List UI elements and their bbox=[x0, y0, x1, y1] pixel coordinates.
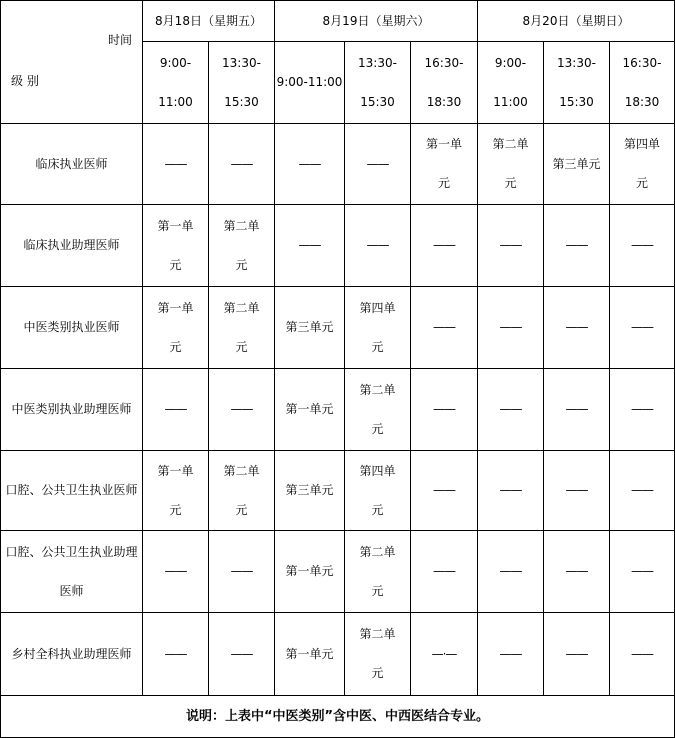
session-unit-text: —— bbox=[499, 402, 522, 416]
time-slot-header bbox=[209, 42, 275, 124]
note-row bbox=[1, 696, 675, 738]
schedule-cell bbox=[143, 451, 209, 531]
table-row bbox=[1, 205, 675, 287]
row-level-label: 临床执业助理医师 bbox=[1, 205, 143, 287]
schedule-cell bbox=[610, 369, 675, 451]
session-unit-text: —— bbox=[164, 646, 187, 661]
schedule-cell bbox=[478, 124, 544, 205]
schedule-cell bbox=[544, 451, 610, 531]
time-slot-label: 9:00-11:00 bbox=[493, 55, 528, 109]
time-slot-header bbox=[345, 42, 411, 124]
session-unit-text: 第二单元 bbox=[359, 627, 396, 680]
row-level-label: 口腔、公共卫生执业助理医师 bbox=[1, 531, 143, 613]
session-unit-text: —— bbox=[499, 564, 522, 578]
schedule-cell bbox=[610, 451, 675, 531]
session-unit-text: 第一单元 bbox=[157, 218, 194, 272]
schedule-cell bbox=[345, 205, 411, 287]
session-unit-text: 第四单元 bbox=[623, 137, 660, 190]
time-axis-label: 时间 bbox=[107, 33, 132, 47]
session-unit-text: —— bbox=[565, 564, 588, 578]
schedule-cell bbox=[209, 287, 275, 369]
session-unit-text: —— bbox=[433, 564, 455, 578]
time-slot-label: 9:00-11:00 bbox=[158, 55, 193, 109]
schedule-cell bbox=[209, 613, 275, 696]
schedule-cell bbox=[610, 531, 675, 613]
schedule-cell bbox=[478, 369, 544, 451]
schedule-cell bbox=[544, 287, 610, 369]
row-level-label: 中医类别执业助理医师 bbox=[1, 369, 143, 451]
schedule-cell bbox=[143, 287, 209, 369]
time-slot-label: 16:30-18:30 bbox=[622, 55, 662, 109]
schedule-cell bbox=[411, 205, 478, 287]
session-unit-text: 第一单元 bbox=[285, 402, 334, 416]
schedule-cell bbox=[345, 124, 411, 205]
day-header: 8月19日（星期六） bbox=[275, 1, 478, 42]
schedule-cell bbox=[411, 531, 478, 613]
time-slot-header bbox=[411, 42, 478, 124]
session-unit-text: —·— bbox=[431, 646, 457, 661]
schedule-cell bbox=[143, 205, 209, 287]
schedule-cell bbox=[478, 287, 544, 369]
time-slot-header bbox=[275, 42, 345, 124]
session-unit-text: —— bbox=[565, 646, 588, 661]
session-unit-text: 第一单元 bbox=[157, 300, 194, 354]
schedule-cell bbox=[275, 451, 345, 531]
time-slot-label: 13:30-15:30 bbox=[557, 55, 596, 109]
time-slot-label: 13:30-15:30 bbox=[358, 55, 397, 109]
row-level-label: 口腔、公共卫生执业医师 bbox=[1, 451, 143, 531]
schedule-cell bbox=[610, 205, 675, 287]
time-slot-label: 13:30-15:30 bbox=[222, 55, 261, 109]
table-row bbox=[1, 613, 675, 696]
schedule-cell bbox=[411, 451, 478, 531]
session-unit-text: —— bbox=[433, 238, 455, 252]
time-slot-header bbox=[544, 42, 610, 124]
session-unit-text: 第二单元 bbox=[359, 382, 396, 436]
session-unit-text: 第三单元 bbox=[285, 483, 334, 497]
session-unit-text: —— bbox=[565, 402, 588, 416]
table-row bbox=[1, 369, 675, 451]
schedule-cell bbox=[610, 287, 675, 369]
table-row bbox=[1, 531, 675, 613]
session-unit-text: —— bbox=[499, 483, 522, 497]
row-level-label: 乡村全科执业助理医师 bbox=[1, 613, 143, 696]
session-unit-text: —— bbox=[433, 402, 455, 416]
session-unit-text: —— bbox=[433, 320, 455, 334]
schedule-cell bbox=[411, 369, 478, 451]
schedule-cell bbox=[209, 205, 275, 287]
row-level-label: 临床执业医师 bbox=[1, 124, 143, 205]
day-header: 8月18日（星期五） bbox=[143, 1, 275, 42]
session-unit-text: 第一单元 bbox=[285, 564, 334, 578]
session-unit-text: 第三单元 bbox=[552, 156, 601, 171]
session-unit-text: 第一单元 bbox=[157, 463, 194, 517]
schedule-cell bbox=[143, 124, 209, 205]
corner-header-cell bbox=[1, 1, 143, 124]
table-row bbox=[1, 287, 675, 369]
session-unit-text: —— bbox=[164, 402, 187, 416]
session-unit-text: 第一单元 bbox=[285, 646, 334, 661]
schedule-cell bbox=[275, 369, 345, 451]
day-header: 8月20日（星期日） bbox=[478, 1, 675, 42]
schedule-cell bbox=[275, 531, 345, 613]
schedule-cell bbox=[209, 531, 275, 613]
schedule-cell bbox=[209, 369, 275, 451]
session-unit-text: —— bbox=[631, 564, 653, 578]
session-unit-text: —— bbox=[631, 402, 653, 416]
schedule-cell bbox=[478, 531, 544, 613]
table-footnote: 说明：上表中“中医类别”含中医、中西医结合专业。 bbox=[1, 696, 675, 738]
schedule-cell bbox=[143, 531, 209, 613]
session-unit-text: —— bbox=[499, 238, 522, 252]
session-unit-text: —— bbox=[565, 238, 588, 252]
schedule-cell bbox=[345, 451, 411, 531]
schedule-cell bbox=[544, 205, 610, 287]
session-unit-text: 第二单元 bbox=[223, 218, 260, 272]
session-unit-text: 第二单元 bbox=[359, 544, 396, 598]
session-unit-text: —— bbox=[433, 483, 455, 497]
table-row bbox=[1, 124, 675, 205]
schedule-cell bbox=[275, 124, 345, 205]
session-unit-text: —— bbox=[366, 156, 389, 171]
schedule-cell bbox=[209, 451, 275, 531]
schedule-cell bbox=[275, 287, 345, 369]
session-unit-text: 第一单元 bbox=[425, 137, 462, 190]
session-unit-text: 第四单元 bbox=[359, 463, 396, 517]
schedule-cell bbox=[478, 613, 544, 696]
schedule-cell bbox=[544, 531, 610, 613]
schedule-cell bbox=[345, 369, 411, 451]
time-slot-header bbox=[143, 42, 209, 124]
schedule-cell bbox=[143, 369, 209, 451]
session-unit-text: 第三单元 bbox=[285, 320, 334, 334]
session-unit-text: 第二单元 bbox=[223, 463, 260, 517]
session-unit-text: —— bbox=[631, 238, 653, 252]
schedule-cell bbox=[143, 613, 209, 696]
schedule-cell bbox=[544, 124, 610, 205]
session-unit-text: —— bbox=[631, 646, 653, 661]
schedule-cell bbox=[411, 287, 478, 369]
schedule-cell bbox=[610, 124, 675, 205]
schedule-cell bbox=[411, 613, 478, 696]
time-slot-header bbox=[610, 42, 675, 124]
schedule-cell bbox=[345, 287, 411, 369]
session-unit-text: —— bbox=[565, 320, 588, 334]
time-slot-header bbox=[478, 42, 544, 124]
schedule-cell bbox=[478, 451, 544, 531]
schedule-cell bbox=[345, 531, 411, 613]
level-axis-label: 级 别 bbox=[11, 74, 39, 88]
time-slot-label: 16:30-18:30 bbox=[424, 55, 464, 109]
session-unit-text: —— bbox=[298, 156, 321, 171]
session-unit-text: —— bbox=[164, 564, 187, 578]
session-unit-text: —— bbox=[631, 483, 653, 497]
time-slot-label: 9:00-11:00 bbox=[276, 75, 343, 89]
schedule-cell bbox=[275, 205, 345, 287]
schedule-cell bbox=[544, 613, 610, 696]
schedule-cell bbox=[275, 613, 345, 696]
session-unit-text: —— bbox=[230, 646, 253, 661]
schedule-cell bbox=[610, 613, 675, 696]
session-unit-text: —— bbox=[631, 320, 653, 334]
session-unit-text: —— bbox=[499, 646, 522, 661]
session-unit-text: —— bbox=[366, 238, 389, 252]
session-unit-text: —— bbox=[230, 156, 253, 171]
schedule-cell bbox=[411, 124, 478, 205]
table-row bbox=[1, 451, 675, 531]
row-level-label: 中医类别执业医师 bbox=[1, 287, 143, 369]
schedule-cell bbox=[345, 613, 411, 696]
session-unit-text: —— bbox=[499, 320, 522, 334]
session-unit-text: 第二单元 bbox=[492, 137, 529, 190]
session-unit-text: 第四单元 bbox=[359, 300, 396, 354]
session-unit-text: —— bbox=[298, 238, 321, 252]
session-unit-text: 第二单元 bbox=[223, 300, 260, 354]
schedule-cell bbox=[209, 124, 275, 205]
session-unit-text: —— bbox=[230, 564, 253, 578]
schedule-cell bbox=[478, 205, 544, 287]
session-unit-text: —— bbox=[164, 156, 187, 171]
schedule-cell bbox=[544, 369, 610, 451]
session-unit-text: —— bbox=[230, 402, 253, 416]
session-unit-text: —— bbox=[565, 483, 588, 497]
